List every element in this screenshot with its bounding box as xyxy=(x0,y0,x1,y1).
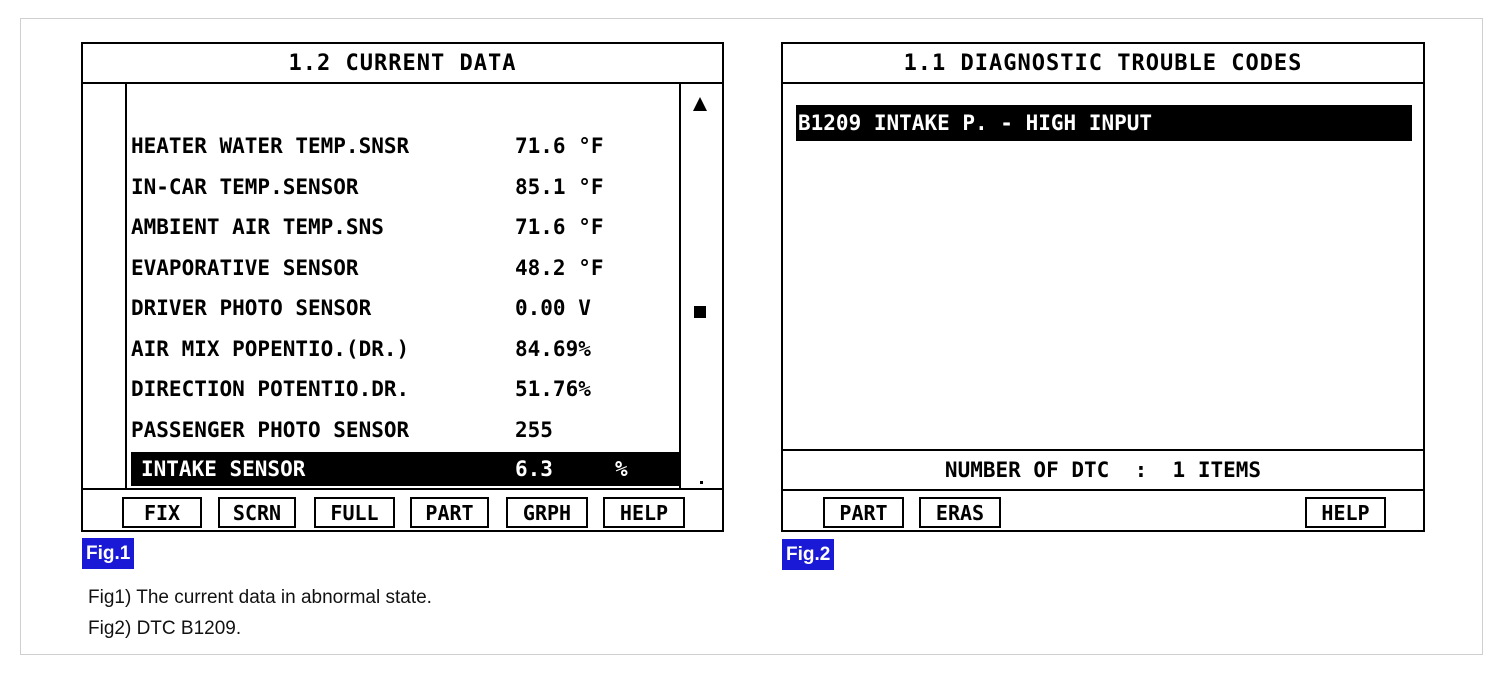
data-row[interactable] xyxy=(131,207,679,248)
dtc-count-separator: : xyxy=(1134,458,1148,482)
part-button[interactable]: PART xyxy=(823,497,904,528)
data-row-value: 85.1 °F xyxy=(515,174,604,199)
data-row-label: DRIVER PHOTO SENSOR xyxy=(131,296,372,321)
data-row-value: 255 xyxy=(515,417,553,442)
fig1-label: Fig.1 xyxy=(82,538,134,569)
data-row-value: 51.76% xyxy=(515,377,591,402)
data-row[interactable] xyxy=(131,126,679,167)
dtc-count-label: NUMBER OF DTC xyxy=(944,458,1110,482)
data-row[interactable] xyxy=(131,288,679,329)
part-button[interactable]: PART xyxy=(410,497,489,528)
data-row-label: AMBIENT AIR TEMP.SNS xyxy=(131,215,384,240)
dtc-count-value: 1 ITEMS xyxy=(1172,458,1262,482)
data-row[interactable] xyxy=(131,329,679,370)
data-row-label: PASSENGER PHOTO SENSOR xyxy=(131,417,410,442)
dtc-code: B1209 xyxy=(798,111,862,135)
data-row[interactable] xyxy=(131,410,679,451)
data-row[interactable] xyxy=(131,369,679,410)
full-button[interactable]: FULL xyxy=(314,497,395,528)
scrn-button[interactable]: SCRN xyxy=(218,497,296,528)
current-data-screen xyxy=(81,42,724,532)
data-row-value: 0.00 V xyxy=(515,296,591,321)
data-row-label: AIR MIX POPENTIO.(DR.) xyxy=(131,336,410,361)
dtc-row[interactable] xyxy=(796,105,1412,141)
function-key-bar xyxy=(83,488,722,530)
data-row-value: 71.6 °F xyxy=(515,215,604,240)
dtc-screen xyxy=(781,42,1425,532)
scroll-up-arrow-icon[interactable] xyxy=(693,97,707,111)
caption-fig1: Fig1) The current data in abnormal state. xyxy=(88,587,432,608)
data-row-value: 48.2 °F xyxy=(515,255,604,280)
data-row-label: EVAPORATIVE SENSOR xyxy=(131,255,359,280)
data-row-unit: % xyxy=(615,457,628,481)
help-button[interactable]: HELP xyxy=(1305,497,1386,528)
selected-data-row[interactable] xyxy=(131,452,679,486)
sensor-data-list xyxy=(131,126,679,486)
data-row-value: 71.6 °F xyxy=(515,134,604,159)
data-row-label: HEATER WATER TEMP.SNSR xyxy=(131,134,410,159)
dtc-description: INTAKE P. - HIGH INPUT xyxy=(873,111,1153,135)
data-row-value: 84.69% xyxy=(515,336,591,361)
data-row-value: 6.3 xyxy=(515,457,553,481)
scrollbar-divider xyxy=(679,84,681,488)
left-gutter-divider xyxy=(125,84,127,488)
fig2-label: Fig.2 xyxy=(782,539,834,570)
dtc-count-bar xyxy=(783,449,1423,489)
scroll-end-marker-icon xyxy=(700,481,703,484)
fix-button[interactable]: FIX xyxy=(122,497,202,528)
help-button[interactable]: HELP xyxy=(603,497,685,528)
current-data-title: 1.2 CURRENT DATA xyxy=(83,44,722,84)
data-row-label: DIRECTION POTENTIO.DR. xyxy=(131,377,410,402)
data-row-label: IN-CAR TEMP.SENSOR xyxy=(131,174,359,199)
caption-fig2: Fig2) DTC B1209. xyxy=(88,618,242,639)
eras-button[interactable]: ERAS xyxy=(919,497,1001,528)
data-row[interactable] xyxy=(131,167,679,208)
grph-button[interactable]: GRPH xyxy=(506,497,588,528)
dtc-title: 1.1 DIAGNOSTIC TROUBLE CODES xyxy=(783,44,1423,84)
function-key-bar xyxy=(783,489,1423,530)
scroll-thumb[interactable] xyxy=(694,306,706,318)
data-row[interactable] xyxy=(131,248,679,289)
data-row-label: INTAKE SENSOR xyxy=(141,457,306,481)
